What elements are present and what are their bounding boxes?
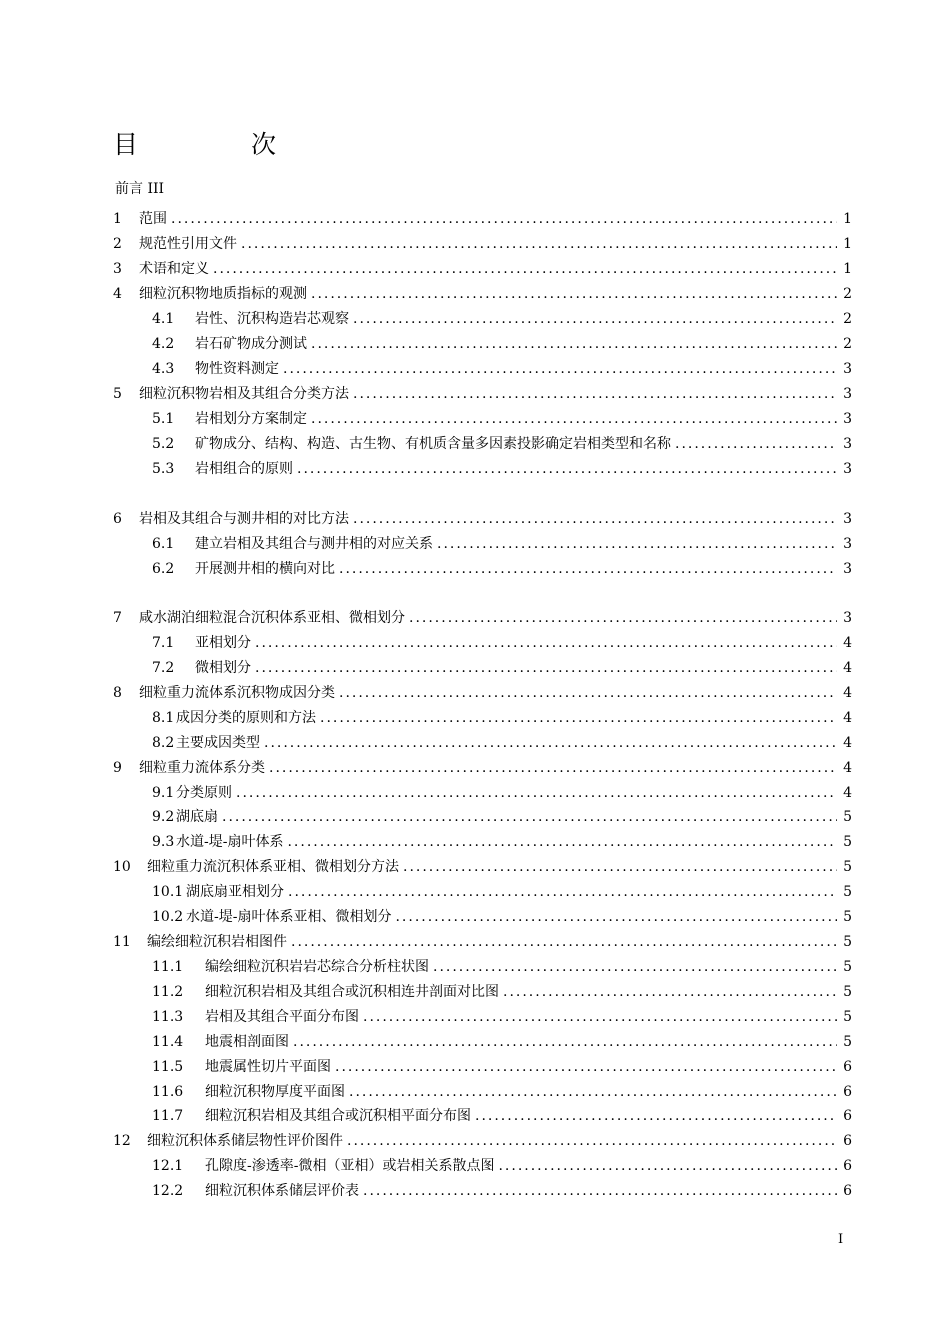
- toc-entry-title: 主要成因类型: [176, 735, 260, 751]
- toc-entry[interactable]: [152, 434, 852, 454]
- toc-entry-title: 岩相组合的原则: [195, 461, 293, 477]
- toc-entry-number: 8.1: [152, 710, 175, 726]
- toc-leader-dots: [311, 334, 837, 354]
- toc-leader-dots: [222, 807, 837, 827]
- toc-entry-page: 3: [843, 536, 852, 552]
- toc-entry[interactable]: [113, 683, 852, 703]
- toc-entry-title: 细粒沉积物地质指标的观测: [139, 286, 307, 302]
- toc-entry[interactable]: [113, 509, 852, 529]
- toc-entry-title: 建立岩相及其组合与测井相的对应关系: [195, 536, 433, 552]
- toc-entry-title: 亚相划分: [195, 635, 251, 651]
- toc-entry[interactable]: [152, 309, 852, 329]
- toc-entry[interactable]: [152, 633, 852, 653]
- toc-entry-title: 岩相及其组合平面分布图: [205, 1009, 359, 1025]
- toc-entry-page: 5: [843, 884, 852, 900]
- toc-leader-dots: [675, 434, 837, 454]
- toc-entry[interactable]: [113, 234, 852, 254]
- toc-entry[interactable]: [152, 409, 852, 429]
- toc-entry-title: 咸水湖泊细粒混合沉积体系亚相、微相划分: [139, 610, 405, 626]
- toc-entry-page: 5: [843, 1034, 852, 1050]
- toc-entry[interactable]: [152, 658, 852, 678]
- toc-entry-page: 6: [843, 1158, 852, 1174]
- toc-entry-page: 5: [843, 909, 852, 925]
- toc-entry[interactable]: [152, 1032, 852, 1052]
- toc-entry-page: 5: [843, 859, 852, 875]
- toc-entry-page: 2: [843, 311, 852, 327]
- toc-entry-number: 8.2: [152, 735, 175, 751]
- toc-title: 目 次: [113, 130, 321, 159]
- toc-leader-dots: [269, 758, 837, 778]
- toc-entry[interactable]: [152, 1106, 852, 1126]
- toc-entry[interactable]: [152, 733, 852, 753]
- toc-leader-dots: [297, 459, 837, 479]
- toc-entry-number: 5.1: [152, 411, 175, 427]
- toc-entry-number: 11: [113, 934, 131, 950]
- toc-entry-title: 孔隙度-渗透率-微相（亚相）或岩相关系散点图: [205, 1158, 495, 1174]
- toc-entry-number: 6: [113, 511, 122, 527]
- toc-entry-number: 5.2: [152, 436, 175, 452]
- toc-entry[interactable]: [152, 1156, 852, 1176]
- toc-preface-entry[interactable]: 前言 III: [115, 181, 165, 197]
- toc-leader-dots: [255, 658, 837, 678]
- toc-entry-number: 12.2: [152, 1183, 184, 1199]
- toc-entry-title: 湖底扇亚相划分: [186, 884, 284, 900]
- toc-entry-number: 5: [113, 386, 122, 402]
- toc-leader-dots: [363, 1007, 837, 1027]
- toc-entry[interactable]: [152, 807, 852, 827]
- toc-entry-title: 细粒沉积岩相及其组合或沉积相平面分布图: [205, 1108, 471, 1124]
- toc-entry-number: 9.1: [152, 785, 175, 801]
- toc-entry-number: 4.3: [152, 361, 175, 377]
- toc-entry-page: 3: [843, 411, 852, 427]
- toc-entry-number: 9.2: [152, 809, 175, 825]
- toc-entry-number: 5.3: [152, 461, 175, 477]
- toc-entry-title: 细粒沉积岩相及其组合或沉积相连井剖面对比图: [205, 984, 499, 1000]
- toc-leader-dots: [339, 559, 837, 579]
- toc-entry-page: 4: [843, 635, 852, 651]
- toc-entry-number: 2: [113, 236, 122, 252]
- toc-entry-page: 3: [843, 436, 852, 452]
- toc-entry-title: 术语和定义: [139, 261, 209, 277]
- toc-entry-number: 9.3: [152, 834, 175, 850]
- toc-entry-title: 地震相剖面图: [205, 1034, 289, 1050]
- toc-entry-number: 10.2: [152, 909, 184, 925]
- toc-entry-number: 6.2: [152, 561, 175, 577]
- toc-entry[interactable]: [113, 259, 852, 279]
- toc-entry-title: 细粒沉积物厚度平面图: [205, 1084, 345, 1100]
- toc-leader-dots: [213, 259, 837, 279]
- toc-entry-title: 岩性、沉积构造岩芯观察: [195, 311, 349, 327]
- toc-entry[interactable]: [113, 284, 852, 304]
- toc-entry-title: 地震属性切片平面图: [205, 1059, 331, 1075]
- toc-entry-title: 范围: [139, 211, 167, 227]
- toc-entry-page: 6: [843, 1108, 852, 1124]
- toc-leader-dots: [347, 1131, 837, 1151]
- toc-entry-page: 6: [843, 1084, 852, 1100]
- toc-entry-page: 2: [843, 286, 852, 302]
- toc-entry-number: 7: [113, 610, 122, 626]
- page-number: I: [838, 1232, 844, 1247]
- toc-entry-page: 6: [843, 1133, 852, 1149]
- toc-entry-title: 水道-堤-扇叶体系: [176, 834, 284, 850]
- toc-leader-dots: [283, 359, 837, 379]
- toc-entry-title: 编绘细粒沉积岩相图件: [147, 934, 287, 950]
- toc-entry-title: 物性资料测定: [195, 361, 279, 377]
- toc-leader-dots: [264, 733, 837, 753]
- toc-entry[interactable]: [113, 932, 852, 952]
- toc-entry-title: 岩相划分方案制定: [195, 411, 307, 427]
- toc-leader-dots: [395, 907, 837, 927]
- toc-entry-title: 微相划分: [195, 660, 251, 676]
- toc-entry-page: 4: [843, 785, 852, 801]
- toc-leader-dots: [475, 1106, 837, 1126]
- toc-entry-title: 细粒重力流沉积体系亚相、微相划分方法: [147, 859, 399, 875]
- toc-entry[interactable]: [152, 783, 852, 803]
- toc-entry[interactable]: [113, 384, 852, 404]
- toc-leader-dots: [339, 683, 837, 703]
- toc-entry-title: 岩石矿物成分测试: [195, 336, 307, 352]
- toc-entry-title: 水道-堤-扇叶体系亚相、微相划分: [186, 909, 392, 925]
- toc-entry-number: 1: [113, 211, 122, 227]
- toc-entry-page: 1: [843, 211, 852, 227]
- toc-entry-page: 4: [843, 660, 852, 676]
- toc-entry-page: 1: [843, 236, 852, 252]
- toc-entry[interactable]: [152, 982, 852, 1002]
- toc-entry-page: 3: [843, 561, 852, 577]
- toc-entry-title: 细粒沉积体系储层物性评价图件: [147, 1133, 343, 1149]
- toc-entry[interactable]: [152, 534, 852, 554]
- toc-entry-number: 11.5: [152, 1059, 184, 1075]
- toc-leader-dots: [171, 209, 837, 229]
- toc-leader-dots: [241, 234, 837, 254]
- toc-entry-page: 5: [843, 834, 852, 850]
- toc-entry-title: 成因分类的原则和方法: [176, 710, 316, 726]
- toc-entry-number: 12.1: [152, 1158, 184, 1174]
- toc-leader-dots: [353, 309, 837, 329]
- toc-leader-dots: [353, 384, 837, 404]
- toc-entry-page: 3: [843, 511, 852, 527]
- toc-entry-page: 5: [843, 959, 852, 975]
- toc-leader-dots: [437, 534, 837, 554]
- toc-entry[interactable]: [152, 882, 852, 902]
- toc-entry[interactable]: [113, 1131, 852, 1151]
- toc-entry-number: 3: [113, 261, 122, 277]
- toc-entry[interactable]: [113, 758, 852, 778]
- toc-entry-page: 3: [843, 610, 852, 626]
- toc-entry-page: 5: [843, 934, 852, 950]
- toc-entry-title: 开展测井相的横向对比: [195, 561, 335, 577]
- toc-entry-page: 3: [843, 361, 852, 377]
- toc-entry-page: 6: [843, 1059, 852, 1075]
- toc-entry[interactable]: [152, 907, 852, 927]
- toc-entry-number: 11.7: [152, 1108, 184, 1124]
- toc-entry-title: 岩相及其组合与测井相的对比方法: [139, 511, 349, 527]
- toc-leader-dots: [311, 409, 837, 429]
- toc-entry-page: 2: [843, 336, 852, 352]
- toc-entry[interactable]: [152, 708, 852, 728]
- toc-entry-page: 6: [843, 1183, 852, 1199]
- toc-leader-dots: [503, 982, 837, 1002]
- toc-entry[interactable]: [113, 857, 852, 877]
- toc-entry-page: 4: [843, 760, 852, 776]
- toc-leader-dots: [288, 882, 837, 902]
- toc-entry-number: 11.2: [152, 984, 184, 1000]
- toc-entry-title: 矿物成分、结构、构造、古生物、有机质含量多因素投影确定岩相类型和名称: [195, 436, 671, 452]
- toc-leader-dots: [349, 1082, 837, 1102]
- toc-entry-title: 规范性引用文件: [139, 236, 237, 252]
- toc-entry-number: 4.2: [152, 336, 175, 352]
- toc-entry-title: 湖底扇: [176, 809, 218, 825]
- toc-entry[interactable]: [152, 334, 852, 354]
- toc-entry[interactable]: [152, 359, 852, 379]
- toc-leader-dots: [498, 1156, 837, 1176]
- toc-entry-number: 11.3: [152, 1009, 184, 1025]
- toc-entry-page: 1: [843, 261, 852, 277]
- toc-entry-number: 4.1: [152, 311, 175, 327]
- toc-leader-dots: [363, 1181, 837, 1201]
- toc-entry-title: 细粒沉积体系储层评价表: [205, 1183, 359, 1199]
- toc-entry-page: 4: [843, 685, 852, 701]
- toc-entry[interactable]: [152, 1082, 852, 1102]
- toc-entry-page: 4: [843, 710, 852, 726]
- toc-leader-dots: [433, 957, 837, 977]
- toc-entry-number: 10.1: [152, 884, 184, 900]
- toc-leader-dots: [335, 1057, 837, 1077]
- toc-entry-title: 分类原则: [176, 785, 232, 801]
- toc-entry-title: 细粒重力流体系沉积物成因分类: [139, 685, 335, 701]
- toc-entry[interactable]: [113, 608, 852, 628]
- toc-entry-title: 细粒重力流体系分类: [139, 760, 265, 776]
- toc-entry-number: 6.1: [152, 536, 175, 552]
- toc-entry-title: 编绘细粒沉积岩岩芯综合分析柱状图: [205, 959, 429, 975]
- toc-leader-dots: [311, 284, 837, 304]
- toc-entry-number: 10: [113, 859, 131, 875]
- toc-entry-page: 4: [843, 735, 852, 751]
- toc-entry-number: 7.1: [152, 635, 175, 651]
- toc-entry[interactable]: [152, 559, 852, 579]
- toc-entry-number: 4: [113, 286, 122, 302]
- toc-leader-dots: [255, 633, 837, 653]
- toc-entry-number: 12: [113, 1133, 131, 1149]
- toc-entry-page: 3: [843, 461, 852, 477]
- toc-entry-number: 11.4: [152, 1034, 184, 1050]
- toc-entry[interactable]: [152, 1007, 852, 1027]
- toc-leader-dots: [291, 932, 837, 952]
- toc-leader-dots: [353, 509, 837, 529]
- toc-entry-page: 5: [843, 984, 852, 1000]
- toc-leader-dots: [293, 1032, 837, 1052]
- toc-entry[interactable]: [152, 832, 852, 852]
- toc-leader-dots: [409, 608, 837, 628]
- toc-entry-number: 7.2: [152, 660, 175, 676]
- toc-entry-number: 9: [113, 760, 122, 776]
- toc-leader-dots: [287, 832, 837, 852]
- toc-entry[interactable]: [152, 459, 852, 479]
- toc-entry-number: 11.1: [152, 959, 184, 975]
- toc-entry-page: 5: [843, 1009, 852, 1025]
- toc-entry-page: 3: [843, 386, 852, 402]
- toc-entry[interactable]: [113, 209, 852, 229]
- toc-entry[interactable]: [152, 1057, 852, 1077]
- toc-entry-page: 5: [843, 809, 852, 825]
- toc-entry-number: 8: [113, 685, 122, 701]
- toc-leader-dots: [320, 708, 837, 728]
- toc-leader-dots: [236, 783, 837, 803]
- toc-entry[interactable]: [152, 1181, 852, 1201]
- toc-entry-title: 细粒沉积物岩相及其组合分类方法: [139, 386, 349, 402]
- toc-leader-dots: [403, 857, 837, 877]
- toc-entry[interactable]: [152, 957, 852, 977]
- toc-entry-number: 11.6: [152, 1084, 184, 1100]
